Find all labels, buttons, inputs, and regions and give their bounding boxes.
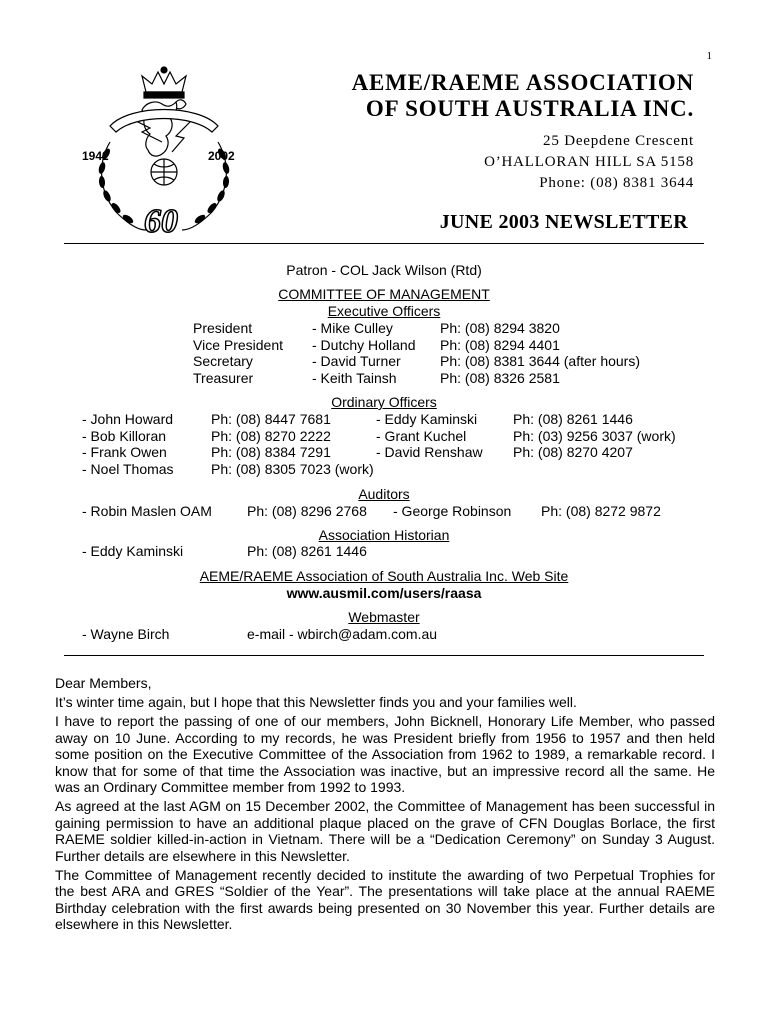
exec-role-secretary: Secretary [193, 353, 253, 369]
committee-heading: COMMITTEE OF MANAGEMENT [278, 286, 490, 302]
emblem-anniversary: 60 [144, 203, 178, 240]
ordinary-phone: Ph: (08) 8270 4207 [513, 444, 633, 460]
letter-paragraph: I have to report the passing of one of our members, John Bicknell, Honorary Life Member, who passed away on 10 June. According to my records, he was President briefly from 1956 to 1957 and then held some position on the Executive Committee of the Association from 1962 to 1989, a remarkable record. I know that for some of that time the Association was inactive, but an impressive record all the same. He was an Ordinary Committee member from 1992 to 1993. [55, 713, 715, 795]
address-suburb: O’HALLORAN HILL SA 5158 [484, 154, 694, 170]
exec-phone-president: Ph: (08) 8294 3820 [440, 320, 560, 336]
page-number: 1 [706, 50, 712, 62]
address-phone: Phone: (08) 8381 3644 [539, 175, 694, 191]
organization-name-line1: AEME/RAEME ASSOCIATION [351, 70, 694, 95]
ordinary-phone: Ph: (08) 8261 1446 [513, 411, 633, 427]
historian-name: - Eddy Kaminski [82, 543, 184, 559]
ordinary-officers-heading: Ordinary Officers [331, 394, 437, 410]
exec-name-vice-president: - Dutchy Holland [312, 337, 416, 353]
historian-heading: Association Historian [318, 527, 450, 543]
ordinary-name: - Noel Thomas [82, 461, 174, 477]
ordinary-name: - John Howard [82, 411, 174, 427]
emblem-year-start: 1942 [82, 149, 109, 163]
ordinary-phone: Ph: (08) 8384 7291 [211, 444, 331, 460]
address-street: 25 Deepdene Crescent [543, 133, 694, 149]
ordinary-name: - Grant Kuchel [376, 428, 467, 444]
ordinary-phone: Ph: (03) 9256 3037 (work) [513, 428, 676, 444]
letter-paragraph: The Committee of Management recently decided to institute the awarding of two Perpetual Trophies for the best ARA and GRES “Soldier of the Year”. The presentations will take place at the annual RAEME Birthday celebration with the first awards being presented on 30 November this year. Further details are elsewhere in this Newsletter. [55, 866, 715, 932]
exec-role-president: President [193, 320, 253, 336]
ordinary-name: - Eddy Kaminski [376, 411, 478, 427]
exec-phone-vice-president: Ph: (08) 8294 4401 [440, 337, 560, 353]
website-url[interactable]: www.ausmil.com/users/raasa [286, 585, 482, 601]
website-heading: AEME/RAEME Association of South Australia Inc. Web Site [199, 568, 569, 584]
exec-role-vice-president: Vice President [193, 337, 284, 353]
letter-body [55, 675, 715, 935]
ordinary-name: - Bob Killoran [82, 428, 167, 444]
auditor-name: - Robin Maslen OAM [82, 503, 212, 519]
organization-address [484, 131, 694, 194]
exec-phone-treasurer: Ph: (08) 8326 2581 [440, 370, 560, 386]
auditor-phone: Ph: (08) 8296 2768 [247, 503, 367, 519]
executive-officers-heading: Executive Officers [327, 303, 441, 319]
exec-name-treasurer: - Keith Tainsh [312, 370, 397, 386]
newsletter-title: JUNE 2003 NEWSLETTER [439, 211, 688, 233]
letter-salutation: Dear Members, [55, 675, 152, 691]
top-divider [64, 243, 704, 244]
ordinary-name: - David Renshaw [376, 444, 483, 460]
organization-name-line2: OF SOUTH AUSTRALIA INC. [365, 96, 694, 121]
exec-role-treasurer: Treasurer [193, 370, 254, 386]
exec-phone-secretary: Ph: (08) 8381 3644 (after hours) [440, 353, 641, 369]
auditor-name: - George Robinson [393, 503, 512, 519]
webmaster-email[interactable]: e-mail - wbirch@adam.com.au [247, 626, 438, 642]
patron-line: Patron - COL Jack Wilson (Rtd) [286, 262, 482, 278]
historian-phone: Ph: (08) 8261 1446 [247, 543, 367, 559]
webmaster-name: - Wayne Birch [82, 626, 170, 642]
webmaster-heading: Webmaster [348, 609, 420, 625]
ordinary-phone: Ph: (08) 8270 2222 [211, 428, 331, 444]
auditor-phone: Ph: (08) 8272 9872 [541, 503, 661, 519]
exec-name-secretary: - David Turner [312, 353, 401, 369]
auditors-heading: Auditors [358, 486, 410, 502]
organization-name [352, 70, 694, 122]
bottom-divider [64, 655, 704, 656]
exec-name-president: - Mike Culley [312, 320, 393, 336]
ordinary-phone: Ph: (08) 8447 7681 [211, 411, 331, 427]
letter-paragraph: It’s winter time again, but I hope that this Newsletter finds you and your families well. [55, 694, 577, 710]
ordinary-phone: Ph: (08) 8305 7023 (work) [211, 461, 374, 477]
letter-paragraph: As agreed at the last AGM on 15 December 2002, the Committee of Management has been successful in gaining permission to have an additional plaque placed on the grave of CFN Douglas Borlace, the first RAEME soldier killed-in-action in Vietnam. There will be a “Dedication Ceremony” on Sunday 3 August. Further details are elsewhere in this Newsletter. [55, 798, 715, 864]
emblem-year-end: 2002 [208, 149, 235, 163]
ordinary-name: - Frank Owen [82, 444, 167, 460]
association-emblem [80, 62, 248, 240]
